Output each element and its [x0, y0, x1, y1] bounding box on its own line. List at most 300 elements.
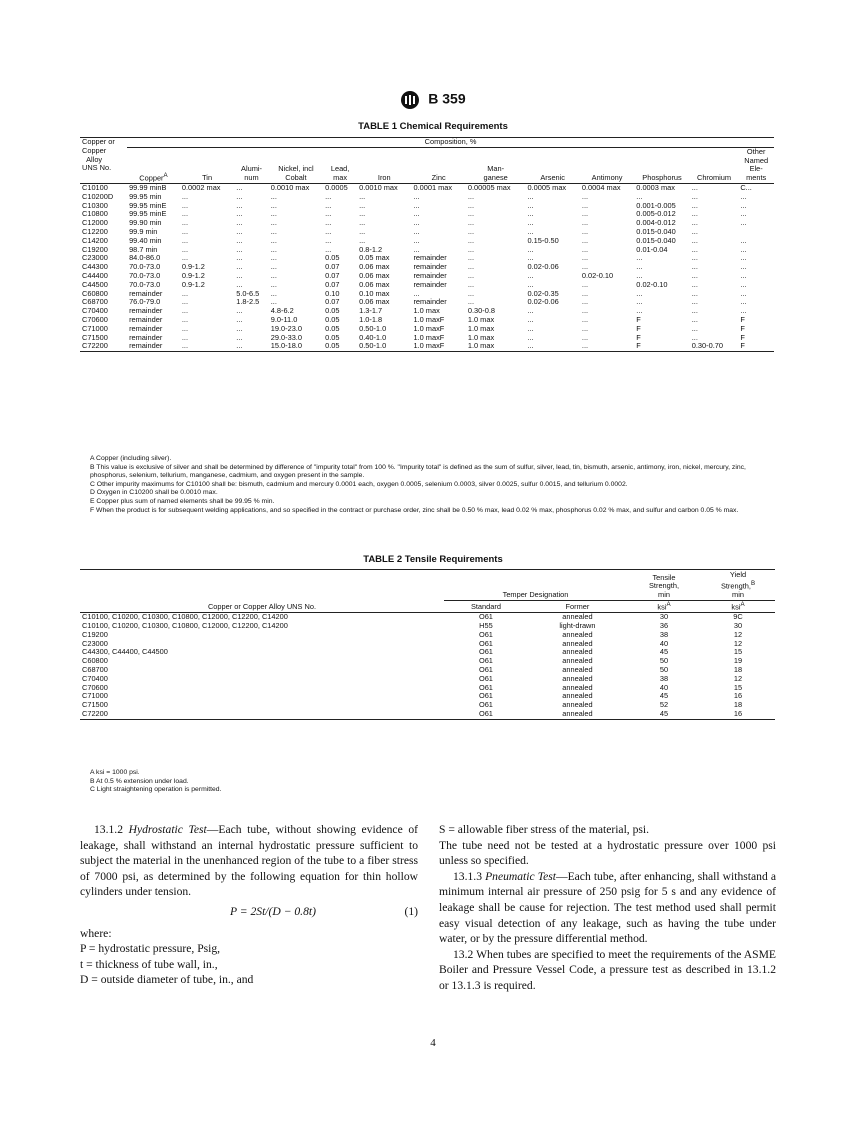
table-cell: ...	[740, 297, 747, 307]
table-cell: ...	[467, 235, 475, 245]
table-cell: ...	[691, 270, 698, 280]
table-cell: C70600	[82, 314, 108, 324]
table-cell: ...	[740, 191, 747, 201]
footnote: A Copper (including silver).	[90, 455, 172, 462]
table-cell: ...	[181, 253, 189, 263]
table-cell: 0.30-0.70	[691, 341, 723, 351]
table-cell: 1.0 max	[467, 341, 495, 351]
table-cell: ...	[325, 226, 332, 236]
table-cell: C71000	[82, 691, 108, 701]
table-cell: 99.90 min	[129, 218, 162, 228]
col-phosphorus: Phosphorus	[642, 173, 682, 183]
table-cell: 0.02-0.06	[527, 297, 559, 307]
table-cell: ...	[325, 191, 332, 201]
table-cell: 9.0-11.0	[270, 314, 298, 324]
table-cell: 18	[733, 700, 743, 710]
table-cell: annealed	[562, 709, 593, 719]
table-cell: ...	[181, 297, 189, 307]
table-cell: ...	[527, 306, 534, 316]
table-cell: O61	[478, 638, 493, 648]
table-cell: remainder	[129, 314, 163, 324]
definition-p: P = hydrostatic pressure, Psig,	[80, 942, 221, 956]
col-other: Other Named Ele- ments	[744, 146, 769, 183]
table-cell: light-drawn	[559, 621, 596, 631]
table-cell: 0.06 max	[359, 297, 390, 307]
table-cell: annealed	[562, 665, 593, 675]
table-cell: ...	[236, 314, 243, 324]
table-row	[80, 631, 775, 640]
table-cell: ...	[691, 323, 698, 333]
table-cell: ...	[691, 218, 698, 228]
table-cell: 99.95 minE	[129, 200, 167, 210]
table-cell: 0.01-0.04	[636, 244, 668, 254]
table-cell: ...	[527, 314, 534, 324]
table-cell: ...	[236, 182, 243, 192]
footnote: B At 0.5 % extension under load.	[90, 777, 189, 785]
table-cell: ...	[467, 200, 475, 210]
table-cell: C44400	[82, 270, 108, 280]
table-cell: ...	[740, 253, 747, 263]
table-cell: C70600	[82, 682, 108, 692]
tensile-requirements-table	[80, 569, 775, 720]
table-cell: 0.004-0.012	[636, 218, 676, 228]
table-cell: ...	[325, 244, 332, 254]
table-cell: 1.0 maxF	[413, 323, 445, 333]
table-cell: C60800	[82, 288, 108, 298]
table-cell: ...	[181, 306, 189, 316]
table-cell: C10100, C10200, C10300, C10800, C12000, C12200, C14200	[82, 612, 288, 622]
table-cell: ...	[359, 209, 366, 219]
table-cell: annealed	[562, 629, 593, 639]
table-cell: ...	[467, 191, 475, 201]
table-cell: 0.07	[325, 279, 340, 289]
table-cell: ...	[467, 226, 475, 236]
table-cell: 0.0010 max	[359, 182, 398, 192]
table-cell: ...	[581, 191, 589, 201]
body-right-column	[439, 822, 776, 994]
definition-t: t = thickness of tube wall, in.,	[80, 957, 218, 971]
table-cell: 0.02-0.35	[527, 288, 559, 298]
table-cell: ...	[691, 253, 698, 263]
table-cell: ...	[270, 297, 277, 307]
page-header	[0, 90, 866, 110]
table-cell: annealed	[562, 638, 593, 648]
table-cell: 0.07	[325, 270, 340, 280]
table-cell: ...	[270, 288, 277, 298]
table-cell: O61	[478, 656, 493, 666]
table-cell: 15	[733, 682, 743, 692]
table-cell: ...	[181, 341, 189, 351]
table-cell: 45	[659, 709, 669, 719]
table-cell: O61	[478, 629, 493, 639]
paragraph-13-1-2: 13.1.2 Hydrostatic Test—Each tube, without showing evidence of leakage, shall withstand an internal hydrostatic pressure sufficient to subject the material in the unenhanced region of the tube to a fiber stress of 7000 psi, as determined by the following equation for thin hollow cylinders under tension.	[80, 823, 418, 899]
table-cell: ...	[270, 235, 277, 245]
table-cell: remainder	[413, 279, 447, 289]
table-cell: C10200D	[82, 191, 114, 201]
table-cell: 52	[659, 700, 669, 710]
footnote: A ksi = 1000 psi.	[90, 769, 140, 776]
table-cell: ...	[467, 288, 475, 298]
table-cell: ...	[325, 200, 332, 210]
table-cell: 70.0-73.0	[129, 279, 161, 289]
table-cell: 0.0001 max	[413, 182, 453, 192]
footnote: C Light straightening operation is permitted.	[90, 786, 222, 794]
table-cell: 5.0-6.5	[236, 288, 260, 298]
table-cell: ...	[581, 297, 589, 307]
table-cell: ...	[467, 297, 475, 307]
table-cell: 0.05	[325, 341, 340, 351]
table-cell: ...	[325, 218, 332, 228]
table-cell: 12	[733, 638, 743, 648]
table-cell: C10100	[82, 182, 108, 192]
col-aluminum: Alumi- num	[241, 164, 262, 183]
table-cell: 70.0-73.0	[129, 262, 161, 272]
table-cell: C71500	[82, 700, 108, 710]
table-cell: ...	[581, 218, 589, 228]
table-cell: ...	[581, 226, 589, 236]
table-cell: ...	[467, 270, 475, 280]
table-cell: ...	[270, 253, 277, 263]
col-copper: Copper$^A$	[139, 171, 168, 183]
table-cell: F	[740, 323, 745, 333]
table-cell: ...	[181, 314, 189, 324]
table-cell: ...	[691, 279, 698, 289]
equation-formula: P = 2St/(D − 0.8t)	[230, 904, 316, 918]
col-zinc: Zinc	[431, 173, 446, 183]
equation-1	[80, 904, 418, 920]
table-cell: 50	[659, 665, 669, 675]
col-manganese: Man- ganese	[483, 164, 508, 183]
table-cell: ...	[270, 191, 277, 201]
page-number: 4	[430, 1037, 436, 1049]
table-cell: 12	[733, 629, 743, 639]
table-cell: ...	[691, 306, 698, 316]
table-cell: ...	[236, 341, 243, 351]
table-cell: 9C	[733, 612, 743, 622]
table-cell: annealed	[562, 700, 593, 710]
table-cell: 0.005-0.012	[636, 209, 676, 219]
table-cell: ...	[236, 332, 243, 342]
table-cell: 38	[659, 629, 669, 639]
composition-label: Composition, %	[127, 138, 774, 148]
table-cell: ...	[581, 253, 589, 263]
table-cell: 16	[733, 709, 743, 719]
table-cell: 1.0-1.8	[359, 314, 383, 324]
table-cell: 0.0005 max	[527, 182, 567, 192]
table-cell: 0.015-0.040	[636, 235, 676, 245]
table2-footnotes	[80, 769, 776, 795]
footnote: B This value is exclusive of silver and shall be determined by difference of "impurity total" from 100 %. "Impurity total" is defined as the sum of sulfur, silver, lead, tin, bismuth, arsenic, antimony, iron, nickel, mercury, zinc, phosphorus, selenium, tellurium, manganese, cadmium, and oxygen present in the sample.	[90, 463, 746, 480]
table-cell: 0.10 max	[359, 288, 390, 298]
table-row	[80, 684, 775, 693]
table-cell: 99.95 min	[129, 191, 162, 201]
table-cell: ...	[581, 235, 589, 245]
table-cell: 0.9-1.2	[181, 262, 205, 272]
table-cell: ...	[413, 209, 420, 219]
table-cell: 1.0 max	[467, 314, 495, 324]
table-cell: remainder	[129, 332, 163, 342]
table-cell: ...	[413, 191, 420, 201]
table-row	[80, 657, 775, 666]
table-cell: 0.02-0.10	[581, 270, 614, 280]
table-cell: F	[740, 341, 745, 351]
table-cell: ...	[636, 288, 643, 298]
table-cell: 0.0002 max	[181, 182, 221, 192]
table-cell: C12000	[82, 218, 108, 228]
table-cell: ...	[236, 218, 243, 228]
table-cell: O61	[478, 700, 493, 710]
table-cell: ...	[527, 244, 534, 254]
table-cell: ...	[325, 209, 332, 219]
table-cell: ...	[527, 270, 534, 280]
col-arsenic: Arsenic	[540, 173, 566, 183]
table-cell: 0.015-0.040	[636, 226, 676, 236]
table-cell: annealed	[562, 656, 593, 666]
table-cell: ...	[581, 200, 589, 210]
table-cell: C71500	[82, 332, 108, 342]
table-cell: 0.9-1.2	[181, 270, 205, 280]
definition-s: S = allowable fiber stress of the material, psi.	[439, 823, 650, 836]
table-cell: 40	[659, 638, 669, 648]
table-cell: ...	[270, 218, 277, 228]
table-cell: O61	[478, 691, 493, 701]
table-cell: 0.06 max	[359, 279, 390, 289]
table-cell: ...	[413, 226, 420, 236]
table-cell: 30	[733, 621, 743, 631]
table-cell: ...	[181, 200, 189, 210]
table-cell: 0.30-0.8	[467, 306, 495, 316]
table-cell: 0.05	[325, 323, 340, 333]
footnote: E Copper plus sum of named elements shall be 99.95 % min.	[90, 497, 275, 505]
table-cell: ...	[467, 218, 475, 228]
table-cell: ...	[236, 235, 243, 245]
col-alloy: Copper or Copper Alloy UNS No.	[207, 602, 317, 612]
table-cell: ...	[527, 200, 534, 210]
table-cell: 98.7 min	[129, 244, 158, 254]
table-cell: C10300	[82, 200, 108, 210]
table-cell: ...	[740, 209, 747, 219]
table-cell: ...	[325, 235, 332, 245]
table-cell: 0.05	[325, 306, 340, 316]
table-cell: ...	[581, 244, 589, 254]
table-cell: ...	[527, 279, 534, 289]
table-cell: ...	[740, 235, 747, 245]
designation: B 359	[428, 90, 466, 107]
table-cell: ...	[636, 191, 643, 201]
table-cell: ...	[527, 191, 534, 201]
table-cell: ...	[740, 218, 747, 228]
table-cell: ...	[581, 341, 589, 351]
table-cell: 30	[659, 612, 669, 622]
table-cell: 84.0-86.0	[129, 253, 161, 263]
table-cell: 29.0-33.0	[270, 332, 302, 342]
table-cell: ...	[691, 244, 698, 254]
table-cell: F	[636, 314, 641, 324]
footnote: D Oxygen in C10200 shall be 0.0010 max.	[90, 489, 218, 497]
table-cell: ...	[359, 200, 366, 210]
table-cell: ...	[467, 244, 475, 254]
table-cell: ...	[236, 253, 243, 263]
table-cell: 99.9 min	[129, 226, 158, 236]
table-cell: F	[636, 341, 641, 351]
table-cell: ...	[691, 288, 698, 298]
footnote: C Other impurity maximums for C10100 shall be: bismuth, cadmium and mercury 0.0001 each, oxygen 0.0005, selenium 0.0003, silver 0.0025, sulfur 0.0015, and tellurium 0.0002.	[90, 480, 628, 488]
table-row	[80, 622, 775, 631]
table-cell: 0.05	[325, 332, 340, 342]
table-cell: 0.07	[325, 262, 340, 272]
table-row	[80, 666, 775, 675]
table-cell: ...	[270, 209, 277, 219]
table-cell: ...	[270, 270, 277, 280]
table-cell: ...	[636, 262, 643, 272]
table-cell: ...	[581, 262, 589, 272]
table-cell: 45	[659, 691, 669, 701]
table-cell: 0.02-0.06	[527, 262, 559, 272]
table-cell: O61	[478, 682, 493, 692]
table-cell: 1.0 max	[467, 323, 495, 333]
table-cell: ...	[359, 218, 366, 228]
table-row	[80, 342, 774, 351]
table-cell: ...	[359, 191, 366, 201]
table-cell: ...	[236, 262, 243, 272]
table-cell: 0.50-1.0	[359, 323, 387, 333]
table-cell: C19200	[82, 629, 108, 639]
table-cell: ...	[359, 226, 366, 236]
table-cell: ...	[581, 209, 589, 219]
table-cell: 0.0005	[325, 182, 348, 192]
table-cell: ...	[467, 262, 475, 272]
table-row	[80, 640, 775, 649]
table-cell: annealed	[562, 691, 593, 701]
table-cell: ...	[691, 200, 698, 210]
table-cell: F	[740, 314, 745, 324]
table-cell: remainder	[129, 306, 163, 316]
table-cell: ...	[527, 218, 534, 228]
table-cell: 1.0 maxF	[413, 341, 445, 351]
table-cell: C23000	[82, 638, 108, 648]
table-cell: ...	[636, 306, 643, 316]
table-cell: remainder	[129, 288, 163, 298]
table-cell: ...	[581, 288, 589, 298]
table-cell: ...	[740, 200, 747, 210]
table-cell: annealed	[562, 673, 593, 683]
table-cell: annealed	[562, 682, 593, 692]
table-cell: 0.40-1.0	[359, 332, 387, 342]
table-row	[80, 648, 775, 657]
table1-footnotes	[80, 455, 776, 515]
table-row	[80, 701, 775, 710]
table-cell: ...	[270, 262, 277, 272]
table-cell: ...	[181, 288, 189, 298]
table-cell: 19	[733, 656, 743, 666]
table-cell: 40	[659, 682, 669, 692]
table-cell: 18	[733, 665, 743, 675]
table-cell: ...	[527, 253, 534, 263]
table-cell: C44300, C44400, C44500	[82, 647, 168, 657]
table-cell: ...	[691, 332, 698, 342]
chemical-requirements-table	[80, 137, 774, 352]
table-cell: ...	[270, 279, 277, 289]
table-cell: ...	[181, 244, 189, 254]
table1-title: TABLE 1 Chemical Requirements	[358, 121, 508, 132]
table-cell: ...	[527, 341, 534, 351]
table-cell: C71000	[82, 323, 108, 333]
table-cell: ...	[636, 253, 643, 263]
col-antimony: Antimony	[591, 173, 623, 183]
table-cell: 0.07	[325, 297, 340, 307]
col-nickel: Nickel, incl Cobalt	[278, 164, 314, 183]
table-cell: ...	[691, 297, 698, 307]
table-cell: 76.0-79.0	[129, 297, 161, 307]
table-cell: C12200	[82, 226, 108, 236]
where-label: where:	[80, 926, 112, 940]
table-cell: ...	[691, 182, 698, 192]
table-cell: ...	[740, 279, 747, 289]
col-tensile: Tensile Strength, min	[627, 570, 701, 601]
paragraph-pressure-limit: The tube need not be tested at a hydrostatic pressure over 1000 psi unless so specified.	[439, 838, 776, 868]
table-cell: 1.8-2.5	[236, 297, 260, 307]
table-cell: remainder	[413, 253, 447, 263]
col-iron: Iron	[377, 173, 391, 183]
table-cell: ...	[413, 200, 420, 210]
table-cell: 0.0010 max	[270, 182, 310, 192]
table-cell: C72200	[82, 709, 108, 719]
table-cell: 0.10	[325, 288, 340, 298]
table-cell: C19200	[82, 244, 108, 254]
table-cell: C68700	[82, 297, 108, 307]
footnote: F When the product is for subsequent welding applications, and so specified in the contract or purchase order, zinc shall be 0.50 % max, lead 0.02 % max, phosphorus 0.02 % max, and sulfur and carbon 0.05 % max.	[90, 506, 739, 514]
col-chromium: Chromium	[696, 173, 732, 183]
table-cell: 50	[659, 656, 669, 666]
table-cell: ...	[236, 191, 243, 201]
table-cell: ...	[527, 209, 534, 219]
table-cell: 0.8-1.2	[359, 244, 383, 254]
table-cell: 0.0003 max	[636, 182, 675, 192]
table-cell: ...	[181, 226, 189, 236]
table-cell: 0.05 max	[359, 253, 390, 263]
table-row	[80, 710, 775, 719]
table-cell: ...	[691, 191, 698, 201]
table-cell: ...	[413, 218, 420, 228]
table-row	[80, 675, 775, 684]
table-cell: ...	[740, 244, 747, 254]
col-tensile-unit: ksi$^A$	[657, 601, 671, 612]
paragraph-13-2: 13.2 When tubes are specified to meet the requirements of the ASME Boiler and Pressure Vessel Code, a pressure test as described in 13.1.2 or 13.1.3 is required.	[439, 947, 776, 992]
table-cell: 38	[659, 673, 669, 683]
table-cell: ...	[467, 209, 475, 219]
table-cell: remainder	[129, 341, 163, 351]
table-cell: 45	[659, 647, 669, 657]
table-cell: ...	[236, 270, 243, 280]
table-cell: ...	[270, 226, 277, 236]
paragraph-13-1-3: 13.1.3 Pneumatic Test—Each tube, after enhancing, shall withstand a minimum internal air pressure of 250 psig for 5 s and any evidence of leakage shall be cause for rejection. The test method used shall permit easy visual detection of any leakage, such as having the tube under water, or by the pressure differential method.	[439, 869, 776, 946]
table-cell: 0.05	[325, 314, 340, 324]
table-cell: 12	[733, 673, 743, 683]
table-cell: ...	[270, 244, 277, 254]
equation-number: (1)	[404, 904, 418, 918]
table-cell: ...	[527, 332, 534, 342]
table-cell: ...	[236, 200, 243, 210]
table-cell: 4.8-6.2	[270, 306, 294, 316]
table-cell: 0.05	[325, 253, 340, 263]
table-cell: ...	[181, 323, 189, 333]
table-cell: ...	[236, 209, 243, 219]
table-cell: ...	[581, 323, 589, 333]
table-cell: 1.0 maxF	[413, 314, 445, 324]
definition-d: D = outside diameter of tube, in., and	[80, 973, 254, 987]
table-cell: ...	[236, 306, 243, 316]
table-cell: C10800	[82, 209, 108, 219]
